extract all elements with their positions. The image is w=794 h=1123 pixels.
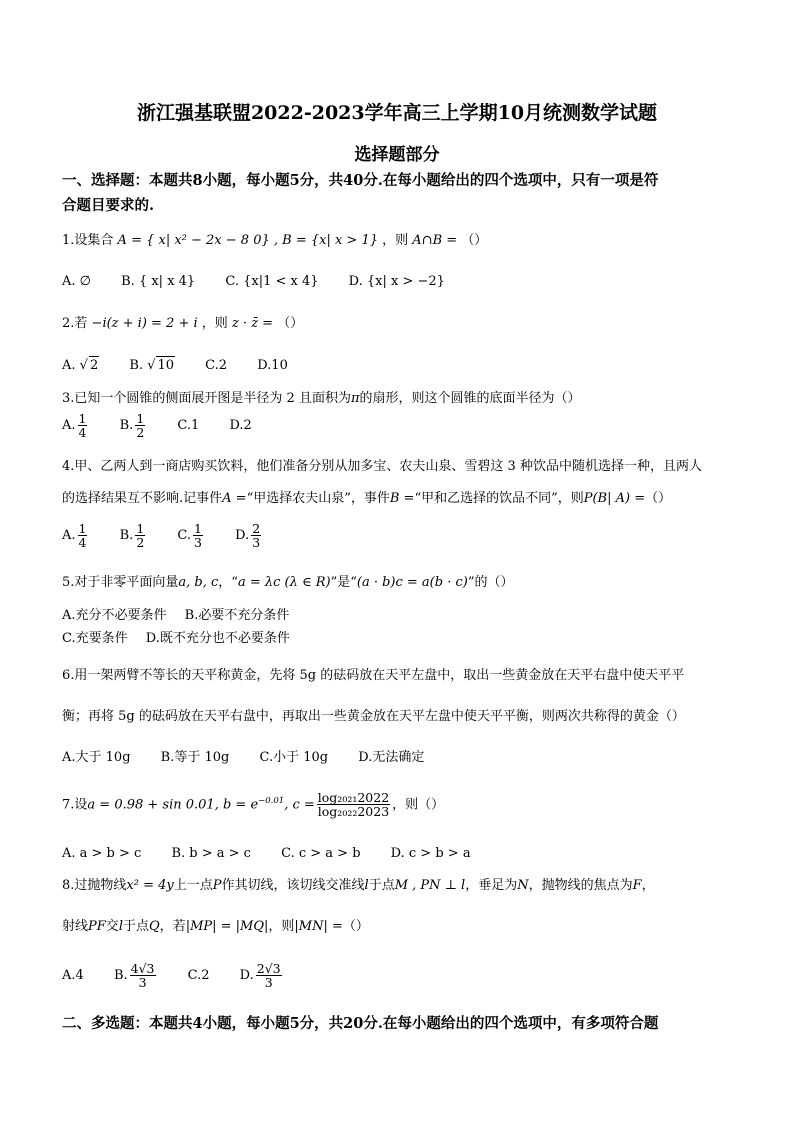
- q8-option-d: D. $\frac{2√3}{3}$: [239, 961, 281, 991]
- section1-instruction-line2: 合题目要求的.: [62, 197, 155, 214]
- q8-option-b: B. $\frac{4√3}{3}$: [113, 961, 155, 991]
- q3-options: [62, 412, 278, 439]
- q7-option-d: D. c > b > a: [390, 846, 471, 861]
- q6-option-b: B.等于 10g: [160, 750, 230, 765]
- q4-options: [62, 522, 289, 549]
- q6-option-c: C.小于 10g: [259, 750, 329, 765]
- q8-option-c: C.2: [187, 968, 210, 984]
- q8-option-a: A.4: [62, 968, 84, 984]
- q2-stem: 2.若 −i(z + i) = 2 + i ，则 z · z̄ = （）: [62, 316, 304, 331]
- q7-stem: 7.设a = 0.98 + sin 0.01, $b = e^{-0.01}$, c = $\frac{\text{log₂₀₂₁2022}}{\text{log₂₀₂₂2023}}$ ，则（）: [62, 790, 445, 820]
- q2-option-d: D.10: [257, 358, 288, 373]
- q7-options: [62, 845, 497, 863]
- q4-option-c: C. $\frac{1}{3}$: [177, 521, 202, 551]
- q1-stem: 1.设集合 A = { x| x² − 2x − 8 0} , B = {x| x > 1} ，则 A∩B = （）: [62, 233, 488, 248]
- q5-options-row2: [62, 630, 316, 648]
- q5-option-a: A.充分不必要条件: [62, 608, 167, 623]
- q8-line2: 射线PF交l于点Q，若|MP| = |MQ|，则|MN| =（）: [62, 919, 369, 934]
- q4-option-b: B. $\frac{1}{2}$: [119, 521, 145, 551]
- q2-option-c: C.2: [205, 358, 228, 373]
- q7-option-b: B. b > a > c: [171, 846, 251, 861]
- page-subtitle: 选择题部分: [354, 145, 440, 165]
- section1-instruction-line1: 一、选择题：本题共8小题，每小题5分，共40分.在每小题给出的四个选项中，只有一项是符: [62, 172, 659, 189]
- q2-options: [62, 356, 314, 375]
- q3-option-d: D.2: [229, 418, 252, 434]
- q1-set-def: A = { x| x² − 2x − 8 0} , B = {x| x > 1}: [117, 233, 378, 248]
- q5-option-c: C.充要条件: [62, 631, 128, 646]
- q5-stem: 5.对于非零平面向量a, b, c，“a = λc (λ ∈ R)”是“(a · b)c = a(b · c)”的（）: [62, 575, 514, 590]
- q6-option-a: A.大于 10g: [62, 750, 131, 765]
- q6-line2: 衡；再将 5g 的砝码放在天平右盘中，再取出一些黄金放在天平左盘中使天平平衡，则两次共称得的黄金（）: [62, 709, 685, 724]
- q3-option-a: A. $\frac{1}{4}$: [62, 411, 87, 441]
- q2-option-a: A. √ 2: [62, 358, 99, 373]
- q1-option-d: D. {x| x > −2}: [348, 274, 445, 289]
- q1-option-c: C. {x|1 < x 4}: [225, 274, 319, 289]
- q7-option-a: A. a > b > c: [62, 846, 142, 861]
- q5-option-d: D.既不充分也不必要条件: [145, 631, 290, 646]
- page-title: 浙江强基联盟2022-2023学年高三上学期10月统测数学试题: [136, 102, 658, 124]
- section2-instruction-line1: 二、多选题：本题共4小题，每小题5分，共20分.在每小题给出的四个选项中，有多项符合题: [62, 1015, 659, 1032]
- q4-line2: 的选择结果互不影响.记事件A =“甲选择农夫山泉”，事件B =“甲和乙选择的饮品不同”，则P(B| A) =（）: [62, 491, 672, 506]
- q1-options: [62, 273, 471, 291]
- q3-stem: 3.已知一个圆锥的侧面展开图是半径为 2 且面积为π的扇形，则这个圆锥的底面半径为（）: [62, 391, 581, 406]
- q4-line1: 4.甲、乙两人到一商店购买饮料，他们准备分别从加多宝、农夫山泉、雪碧这 3 种饮品中随机选择一种，且两人: [62, 459, 702, 474]
- q3-option-c: C.1: [177, 418, 200, 434]
- q5-options-row1: [62, 607, 315, 625]
- q8-line1: 8.过抛物线x² = 4y上一点P作其切线，该切线交准线l于点M , PN ⊥ l，垂足为N，抛物线的焦点为F，: [62, 878, 655, 893]
- q3-option-b: B. $\frac{1}{2}$: [119, 411, 145, 441]
- q7-option-c: C. c > a > b: [281, 846, 361, 861]
- q8-options: [62, 962, 310, 989]
- q5-option-b: B.必要不充分条件: [184, 608, 290, 623]
- q1-option-b: B. { x| x 4}: [121, 274, 196, 289]
- q1-option-a: A. ∅: [62, 274, 91, 289]
- q4-option-d: D. $\frac{2}{3}$: [235, 521, 261, 551]
- q6-option-d: D.无法确定: [358, 750, 425, 765]
- q6-line1: 6.用一架两臂不等长的天平称黄金，先将 5g 的砝码放在天平左盘中，取出一些黄金放在天平右盘中使天平平: [62, 668, 685, 683]
- q6-options: [62, 749, 450, 767]
- q4-option-a: A. $\frac{1}{4}$: [62, 521, 87, 551]
- q2-option-b: B. √ 10: [129, 358, 175, 373]
